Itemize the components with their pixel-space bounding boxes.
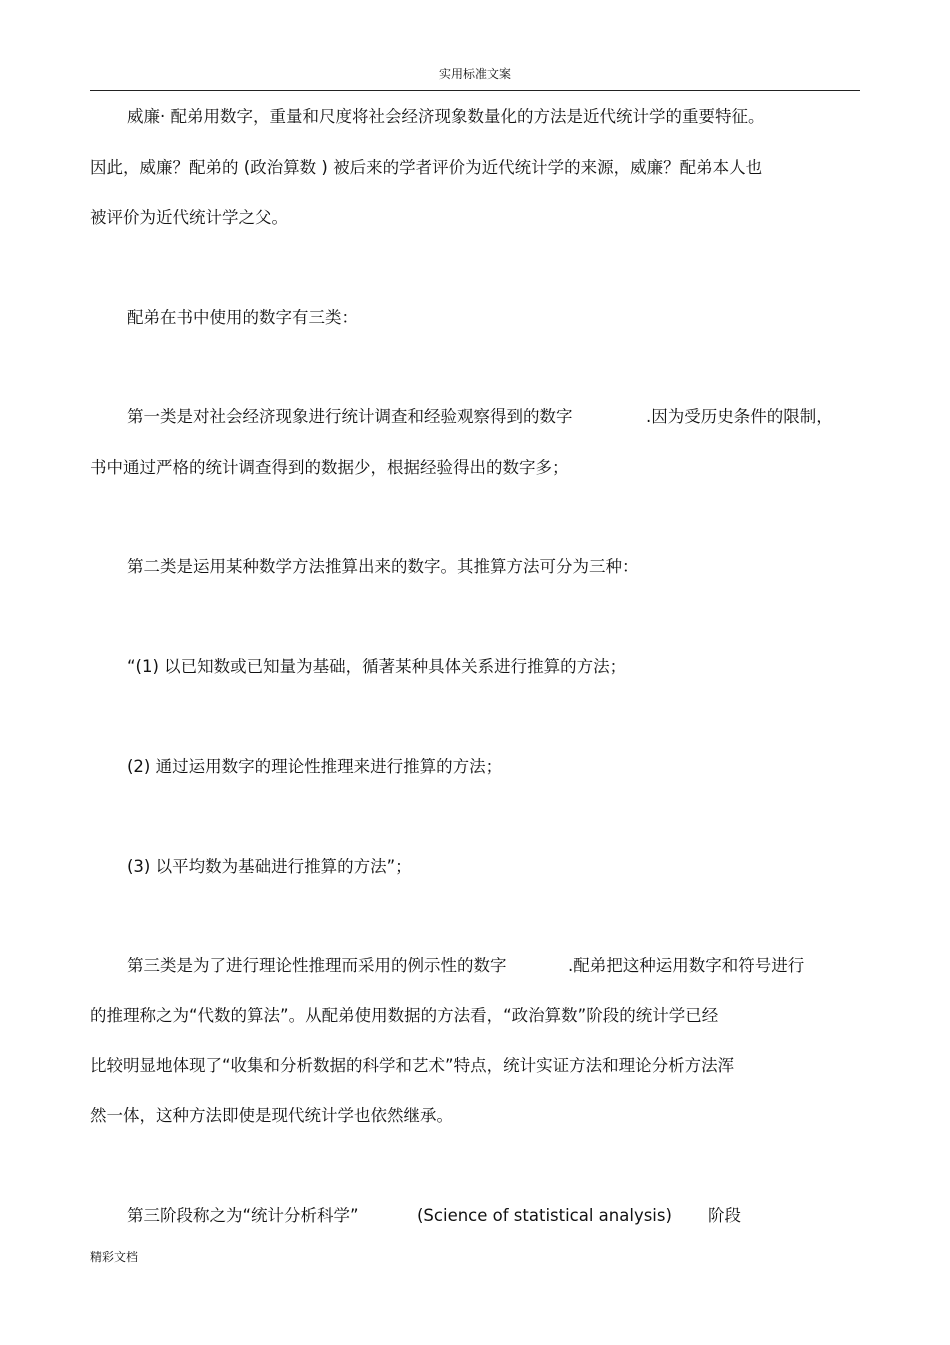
p8-line-4: 然一体，这种方法即使是现代统计学也依然继承。 [90,1106,453,1125]
p1-line-2: 因此，威廉？配弟的 (政治算数 ) 被后来的学者评价为近代统计学的来源，威廉？配弟本人也 [90,158,763,177]
p7-line-1: (3) 以平均数为基础进行推算的方法”； [127,857,412,876]
p8-line-2: 的推理称之为“代数的算法”。从配弟使用数据的方法看，“政治算数”阶段的统计学已经 [90,1006,719,1025]
p4-line-1: 第二类是运用某种数学方法推算出来的数字。其推算方法可分为三种： [127,557,639,576]
header-divider [90,90,860,91]
p6-line-1: (2) 通过运用数字的理论性推理来进行推算的方法； [127,757,503,776]
p8-line-1a: 第三类是为了进行理论性推理而采用的例示性的数字 [127,956,507,975]
p3-line-1a: 第一类是对社会经济现象进行统计调查和经验观察得到的数字 [127,407,573,426]
p8-line-3: 比较明显地体现了“收集和分析数据的科学和艺术”特点，统计实证方法和理论分析方法浑 [90,1056,735,1075]
p9-line-1b: (Science of statistical analysis) [417,1206,672,1225]
p8-line-1b: .配弟把这种运用数字和符号进行 [568,956,805,975]
p9-line-1c: 阶段 [708,1206,741,1225]
p1-line-1: 威廉· 配弟用数字，重量和尺度将社会经济现象数量化的方法是近代统计学的重要特征。 [127,107,765,126]
page-footer: 精彩文档 [90,1250,139,1264]
p5-line-1: “(1) 以已知数或已知量为基础，循著某种具体关系进行推算的方法； [127,657,627,676]
p3-line-2: 书中通过严格的统计调查得到的数据少，根据经验得出的数字多； [90,458,569,477]
page-header: 实用标准文案 [438,67,511,81]
p3-line-1b: .因为受历史条件的限制， [646,407,833,426]
p1-line-3: 被评价为近代统计学之父。 [90,208,288,227]
p2-line-1: 配弟在书中使用的数字有三类： [127,308,358,327]
p9-line-1a: 第三阶段称之为“统计分析科学” [127,1206,359,1225]
